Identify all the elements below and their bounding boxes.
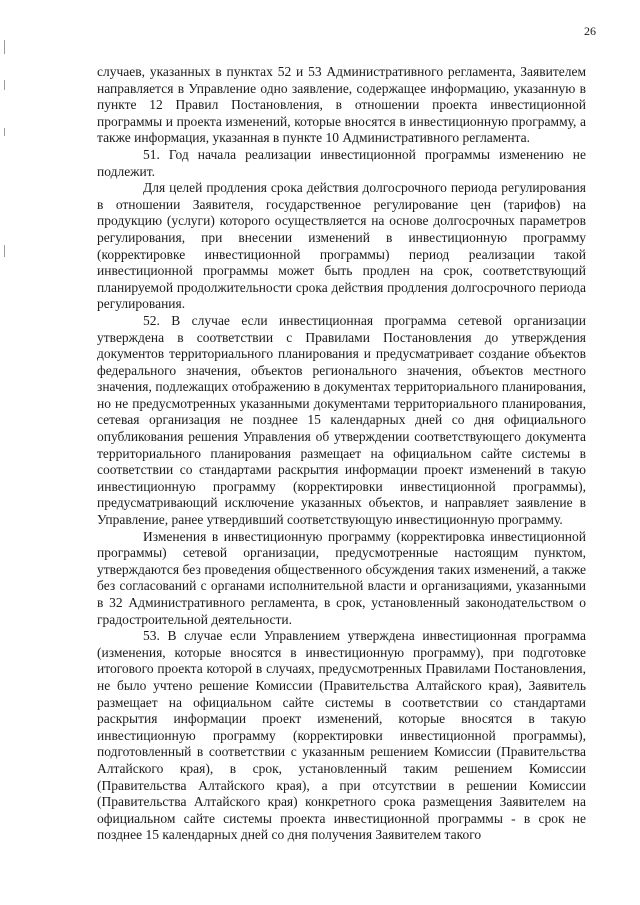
paragraph-continuation: случаев, указанных в пунктах 52 и 53 Административного регламента, Заявителем направляется в Управление одно заявление, содержащее информацию, указанную в пункте 12 Правил Постановления, в отношении проекта инвестиционной программы и проекта изменений, которые вносятся в инвестиционную программу, а также информация, указанная в пункте 10 Административного регламента.: [97, 64, 586, 146]
paragraph-52: 52. В случае если инвестиционная программа сетевой организации утверждена в соответствии с Правилами Постановления до утверждения документов территориального планирования и предусматривает создание объектов федерального значения, объектов регионального значения, объектов местного значения, подлежащих отображению в документах территориального планирования, но не предусмотренных указанными документами территориального планирования, сетевая организация не позднее 15 календарных дней со дня официального опубликования решения Управления об утверждении соответствующего документа территориального планирования размещает на официальном сайте системы в соответствии со стандартами раскрытия информации проект изменений в такую инвестиционную программу (корректировки инвестиционной программы), предусматривающий исключение указанных объектов, и направляет заявление в Управление, ранее утвердивший соответствующую инвестиционную программу.: [97, 312, 586, 528]
paragraph-53: 53. В случае если Управлением утверждена инвестиционная программа (изменения, которые вносятся в инвестиционную программу), при подготовке итогового проекта которой в случаях, предусмотренных Правилами Постановления, не было учтено решение Комиссии (Правительства Алтайского края), Заявитель размещает на официальном сайте системы в соответствии со стандартами раскрытия информации проект изменений, которые вносятся в такую инвестиционную программу (корректировки инвестиционной программы), подготовленный в соответствии с указанным решением Комиссии (Правительства Алтайского края), в срок, установленный таким решением Комиссии (Правительства Алтайского края), а при отсутствии в решении Комиссии (Правительства Алтайского края) конкретного срока размещения Заявителем на официальном сайте системы проекта инвестиционной программы - в срок не позднее 15 календарных дней со дня получения Заявителем такого: [97, 628, 586, 843]
paragraph-changes: Изменения в инвестиционную программу (корректировка инвестиционной программы) сетевой организации, предусмотренные настоящим пунктом, утверждаются без проведения общественного обсуждения таких изменений, а также без согласований с органами исполнительной власти и организациями, указанными в 32 Административного регламента, в срок, установленный законодательством о градостроительной деятельности.: [97, 528, 586, 627]
paragraph-51: 51. Год начала реализации инвестиционной программы изменению не подлежит.: [97, 146, 586, 179]
scan-edge-marks: [4, 40, 8, 270]
paragraph-extension: Для целей продления срока действия долгосрочного периода регулирования в отношении Заявителя, государственное регулирование цен (тарифов) на продукцию (услуги) которого осуществляется на основе долгосрочных параметров регулирования, при внесении изменений в инвестиционную программу (корректировке инвестиционной программы) период реализации такой инвестиционной программы может быть продлен на срок, соответствующий планируемой продолжительности срока действия продления долгосрочного периода регулирования.: [97, 180, 586, 312]
document-body: [97, 64, 586, 844]
page-number: 26: [584, 24, 596, 38]
